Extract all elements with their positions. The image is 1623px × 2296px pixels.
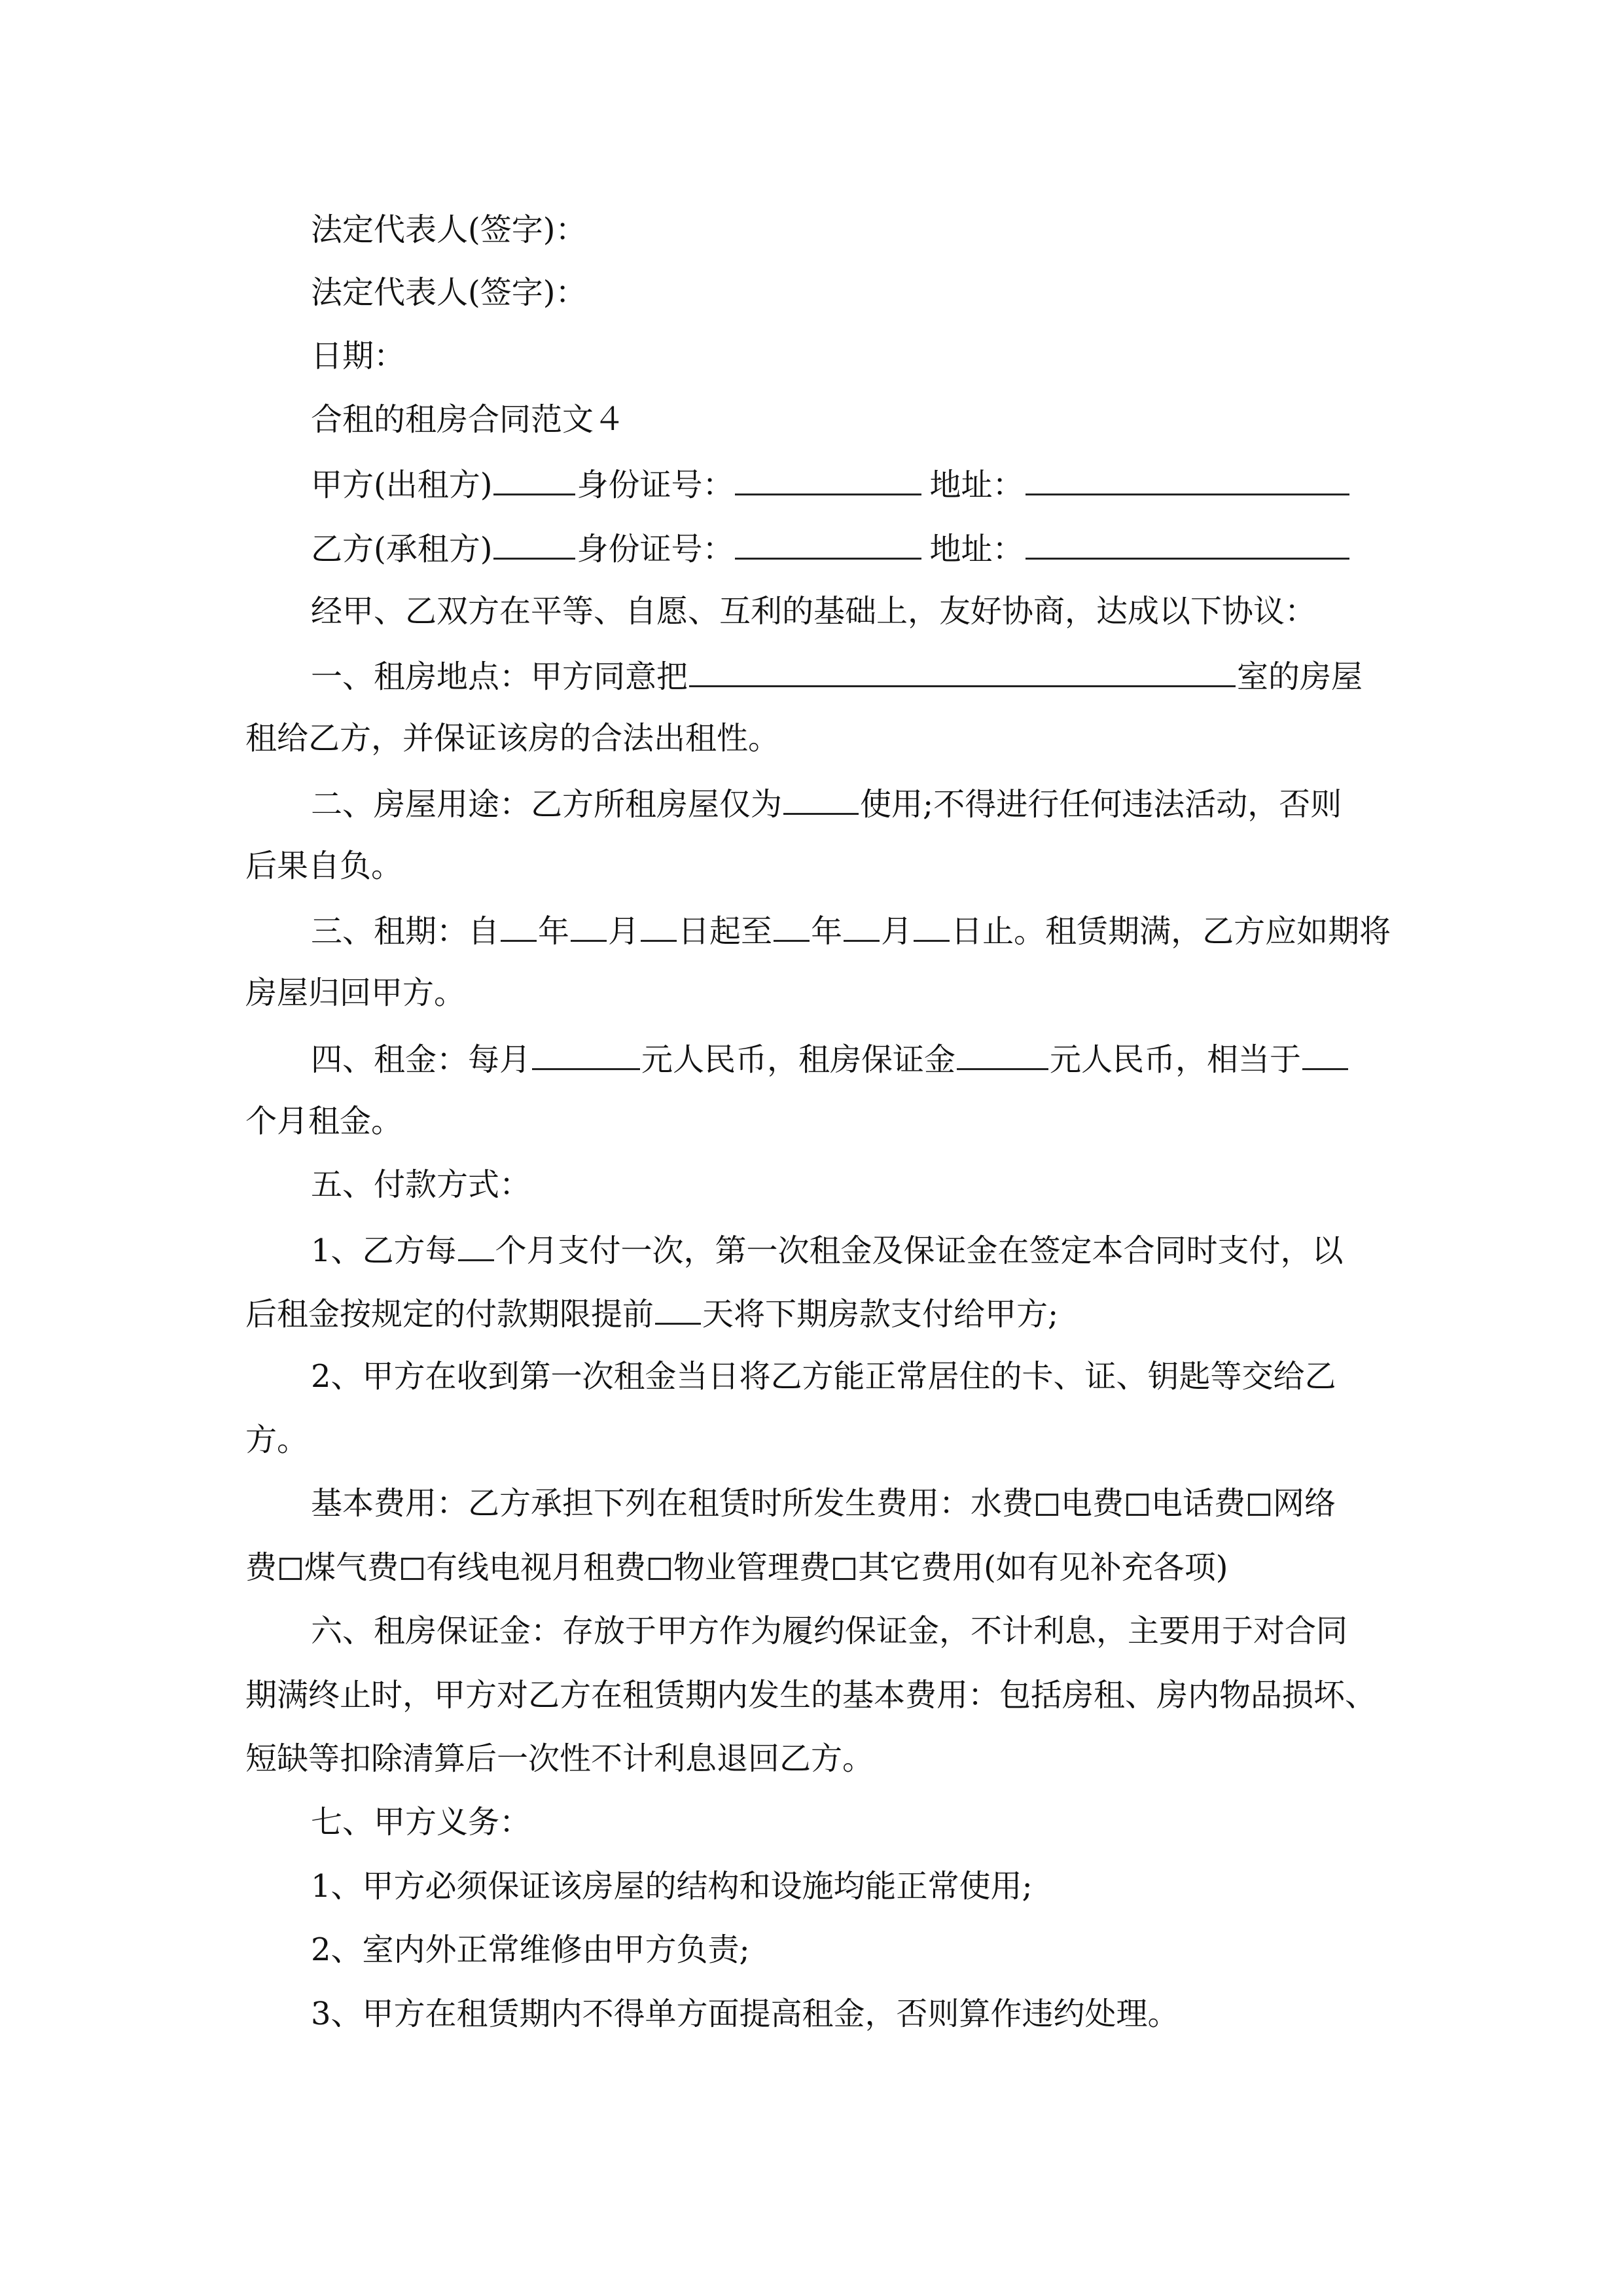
clause-5-item-2-line-1: 2、甲方在收到第一次租金当日将乙方能正常居住的卡、证、钥匙等交给乙 <box>311 1358 1336 1395</box>
cable-tv-fee-checkbox[interactable] <box>649 1558 671 1580</box>
party-b-id-blank[interactable] <box>735 531 921 560</box>
clause-5-item-1-line-2 <box>245 1296 1059 1333</box>
party-b-id-label: 身份证号： <box>577 531 734 567</box>
party-b-name-blank[interactable] <box>493 531 575 560</box>
intro-paragraph: 经甲、乙双方在平等、自愿、互利的基础上，友好协商，达成以下协议： <box>311 593 1317 630</box>
signature-line-2: 法定代表人(签字)： <box>311 274 587 311</box>
clause-2-text-b: 使用;不得进行任何违法活动，否则 <box>860 786 1342 823</box>
clause-4-text-c: 元人民币，相当于 <box>1050 1041 1302 1078</box>
clause-7-title: 七、甲方义务： <box>311 1804 531 1840</box>
party-a-name-blank[interactable] <box>493 467 575 495</box>
clause-3-month1: 月 <box>608 913 640 950</box>
clause-3-month2: 月 <box>881 913 913 950</box>
date-line: 日期： <box>311 338 406 374</box>
end-year-blank[interactable] <box>774 914 810 942</box>
fees-text-h: 物业管理费 <box>673 1549 831 1586</box>
clause-2-line-2: 后果自负。 <box>245 848 403 884</box>
clause-7-item-2: 2、室内外正常维修由甲方负责; <box>311 1931 750 1968</box>
party-a-label: 甲方(出租方) <box>311 467 493 503</box>
party-b-label: 乙方(承租方) <box>311 531 493 567</box>
phone-fee-checkbox[interactable] <box>1248 1494 1270 1516</box>
end-day-blank[interactable] <box>914 914 950 942</box>
clause-3-day2: 日止。租赁期满，乙方应如期将 <box>951 913 1391 950</box>
deposit-months-blank[interactable] <box>1302 1042 1348 1070</box>
fees-text-c: 电话费 <box>1151 1485 1246 1522</box>
clause-2-line-1 <box>311 786 1342 823</box>
clause-3-text-a: 三、租期：自 <box>311 913 500 950</box>
water-fee-checkbox[interactable] <box>1036 1494 1058 1516</box>
fees-text-f: 煤气费 <box>304 1549 399 1586</box>
pay-interval-blank[interactable] <box>458 1233 494 1261</box>
party-b-line <box>311 531 1351 565</box>
start-day-blank[interactable] <box>641 914 677 942</box>
clause-2-text-a: 二、房屋用途：乙方所租房屋仅为 <box>311 786 783 823</box>
fees-text-a: 基本费用：乙方承担下列在租赁时所发生费用：水费 <box>311 1485 1034 1522</box>
clause-5-item-1-line-1 <box>311 1232 1344 1269</box>
clause-5-item1-b: 个月支付一次，第一次租金及保证金在签定本合同时支付，以 <box>495 1232 1344 1269</box>
end-month-blank[interactable] <box>844 914 880 942</box>
clause-3-year1: 年 <box>538 913 570 950</box>
clause-7-item-3: 3、甲方在租赁期内不得单方面提高租金，否则算作违约处理。 <box>311 1996 1179 2032</box>
monthly-rent-blank[interactable] <box>532 1042 640 1070</box>
fees-line-2 <box>245 1549 1228 1586</box>
clause-5-item1-a: 1、乙方每 <box>311 1232 457 1269</box>
start-month-blank[interactable] <box>571 914 607 942</box>
clause-4-text-a: 四、租金：每月 <box>311 1041 531 1078</box>
clause-1-text-b: 室的房屋 <box>1237 658 1363 695</box>
party-a-id-blank[interactable] <box>735 467 921 495</box>
clause-1-room-blank[interactable] <box>689 659 1236 687</box>
electricity-fee-checkbox[interactable] <box>1126 1494 1149 1516</box>
party-b-addr-blank[interactable] <box>1026 531 1349 560</box>
clause-4-line-2: 个月租金。 <box>245 1103 403 1139</box>
clause-1-text-a: 一、租房地点：甲方同意把 <box>311 658 688 695</box>
party-b-addr-label: 地址： <box>929 531 1024 567</box>
fees-text-d: 网络 <box>1273 1485 1336 1522</box>
clause-2-use-blank[interactable] <box>783 787 859 815</box>
clause-6-line-3: 短缺等扣除清算后一次性不计利息退回乙方。 <box>245 1740 874 1777</box>
party-a-addr-blank[interactable] <box>1026 467 1349 495</box>
fees-text-e: 费 <box>245 1549 277 1586</box>
clause-6-line-1: 六、租房保证金：存放于甲方作为履约保证金，不计利息，主要用于对合同 <box>311 1613 1348 1649</box>
clause-1-line-2: 租给乙方，并保证该房的合法出租性。 <box>245 720 780 757</box>
gas-fee-checkbox[interactable] <box>401 1558 423 1580</box>
party-a-id-label: 身份证号： <box>577 467 734 503</box>
network-fee-checkbox[interactable] <box>279 1558 302 1580</box>
clause-4-line-1 <box>311 1041 1349 1078</box>
clause-5-item1-d: 天将下期房款支付给甲方; <box>702 1296 1059 1333</box>
clause-4-text-b: 元人民币，租房保证金 <box>641 1041 956 1078</box>
fees-text-g: 有线电视月租费 <box>426 1549 647 1586</box>
clause-1-line-1 <box>311 658 1363 695</box>
clause-5-title: 五、付款方式： <box>311 1166 531 1203</box>
fees-text-i: 其它费用(如有见补充各项) <box>858 1549 1228 1586</box>
signature-line-1: 法定代表人(签字)： <box>311 211 587 248</box>
advance-days-blank[interactable] <box>655 1297 701 1325</box>
clause-6-line-2: 期满终止时，甲方对乙方在租赁期内发生的基本费用：包括房租、房内物品损坏、 <box>245 1677 1377 1713</box>
clause-3-day1: 日起至 <box>678 913 773 950</box>
party-a-line <box>311 467 1351 501</box>
start-year-blank[interactable] <box>501 914 537 942</box>
clause-3-line-2: 房屋归回甲方。 <box>245 975 466 1011</box>
clause-3-year2: 年 <box>811 913 843 950</box>
clause-5-item1-c: 后租金按规定的付款期限提前 <box>245 1296 654 1333</box>
deposit-blank[interactable] <box>957 1042 1048 1070</box>
contract-title: 合租的租房合同范文４ <box>311 401 626 438</box>
property-fee-checkbox[interactable] <box>833 1558 855 1580</box>
fees-text-b: 电费 <box>1061 1485 1124 1522</box>
clause-3-line-1 <box>311 913 1391 950</box>
clause-5-item-2-line-2: 方。 <box>245 1422 309 1458</box>
clause-7-item-1: 1、甲方必须保证该房屋的结构和设施均能正常使用; <box>311 1868 1033 1905</box>
party-a-addr-label: 地址： <box>929 467 1024 503</box>
fees-line-1 <box>311 1485 1336 1522</box>
